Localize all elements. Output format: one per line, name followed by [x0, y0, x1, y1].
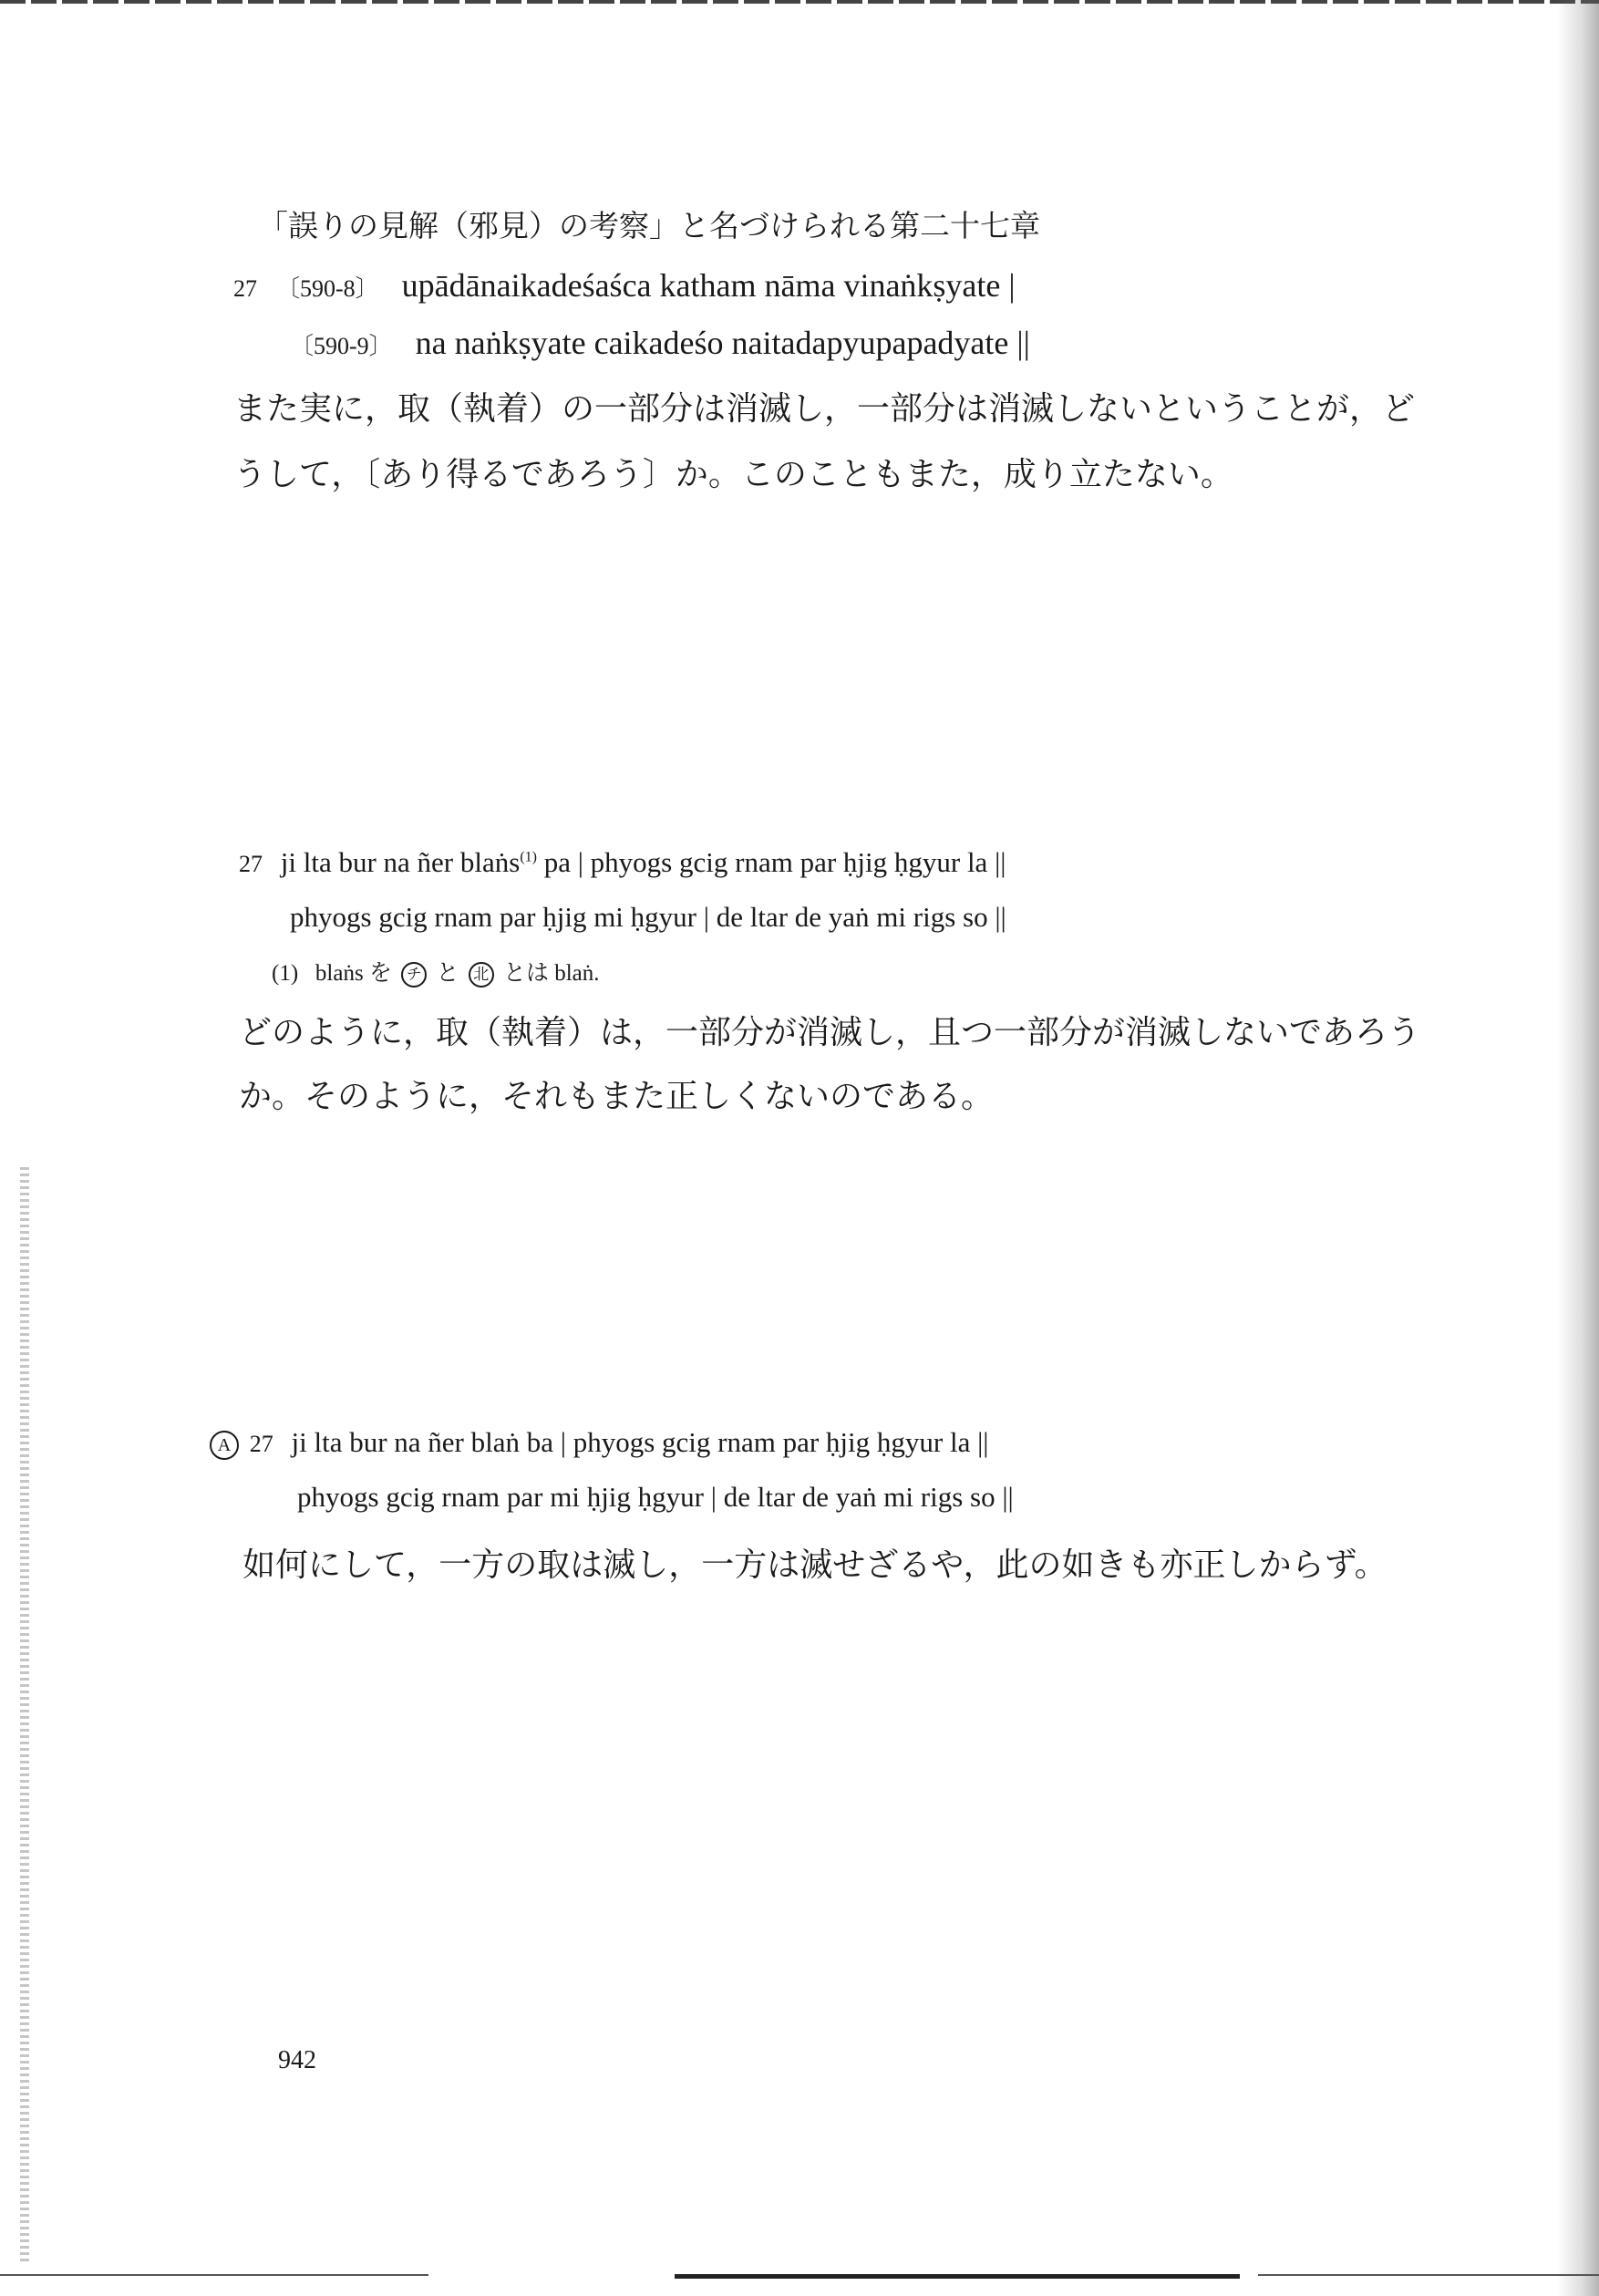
- verse-reference: 〔590-8〕: [276, 275, 379, 302]
- tibetan-1-translation-line-2: か。そのように，それもまた正しくないのである。: [239, 1078, 995, 1115]
- tibetan-text: pa | phyogs gcig rnam par ḥjig ḥgyur la ||: [536, 846, 1006, 878]
- scan-left-edge: [20, 1167, 29, 2261]
- verse-number: 27: [233, 275, 257, 302]
- verse-number: 27: [249, 1431, 273, 1457]
- verse-reference: 〔590-9〕: [290, 333, 393, 359]
- tibetan-1-line-2: phyogs gcig rnam par ḥjig mi ḥgyur | de ltar de yaṅ mi rigs so ||: [290, 901, 1006, 933]
- chapter-heading: 「誤りの見解（邪見）の考察」と名づけられる第二十七章: [258, 208, 1040, 243]
- footnote-tail: とは blaṅ.: [502, 961, 600, 986]
- sanskrit-text: na naṅkṣyate caikadeśo naitadapyupapadyate ||: [415, 325, 1030, 361]
- circled-edition-symbol: 北: [469, 962, 494, 988]
- footnote-word: blaṅs: [315, 961, 364, 986]
- footnote: [272, 955, 600, 988]
- page-number: 942: [278, 2046, 316, 2074]
- sanskrit-line-2: [290, 324, 1030, 362]
- verse-number: 27: [239, 851, 263, 877]
- tibetan-2-line-2: phyogs gcig rnam par mi ḥjig ḥgyur | de ltar de yaṅ mi rigs so ||: [297, 1481, 1014, 1513]
- footnote-particle: を: [368, 959, 392, 986]
- sanskrit-line-1: [233, 266, 1016, 305]
- tibetan-text: ji lta bur na ñer blaṅ ba | phyogs gcig rnam par ḥjig ḥgyur la ||: [291, 1426, 989, 1458]
- sanskrit-translation-line-1: また実に，取（執着）の一部分は消滅し，一部分は消滅しないということが，ど: [233, 390, 1416, 428]
- circled-marker: A: [210, 1431, 239, 1460]
- sanskrit-translation-line-2: うして，〔あり得るであろう〕か。このこともまた，成り立たない。: [233, 456, 1233, 493]
- tibetan-1-line-1: [239, 846, 1006, 879]
- circled-edition-symbol: チ: [401, 962, 427, 988]
- tibetan-1-translation-line-1: どのように，取（執着）は，一部分が消滅し，且つ一部分が消滅しないであろう: [239, 1014, 1421, 1051]
- scan-bottom-edge-left: [0, 2274, 428, 2281]
- tibetan-2-translation-line-1: 如何にして，一方の取は滅し，一方は滅せざるや，此の如きも亦正しからず。: [242, 1546, 1388, 1584]
- tibetan-2-line-1: [210, 1426, 989, 1460]
- sanskrit-text: upādānaikadeśaśca katham nāma vinaṅkṣyate |: [401, 267, 1016, 304]
- footnote-marker: (1): [520, 849, 537, 865]
- scan-top-edge: [0, 0, 1599, 4]
- footnote-number: (1): [272, 961, 299, 986]
- scan-right-edge: [1557, 0, 1599, 2296]
- footnote-particle: と: [436, 959, 459, 986]
- scan-bottom-edge-middle: [675, 2274, 1240, 2286]
- scan-bottom-edge-right: [1258, 2274, 1599, 2281]
- tibetan-text: ji lta bur na ñer blaṅs: [280, 846, 521, 878]
